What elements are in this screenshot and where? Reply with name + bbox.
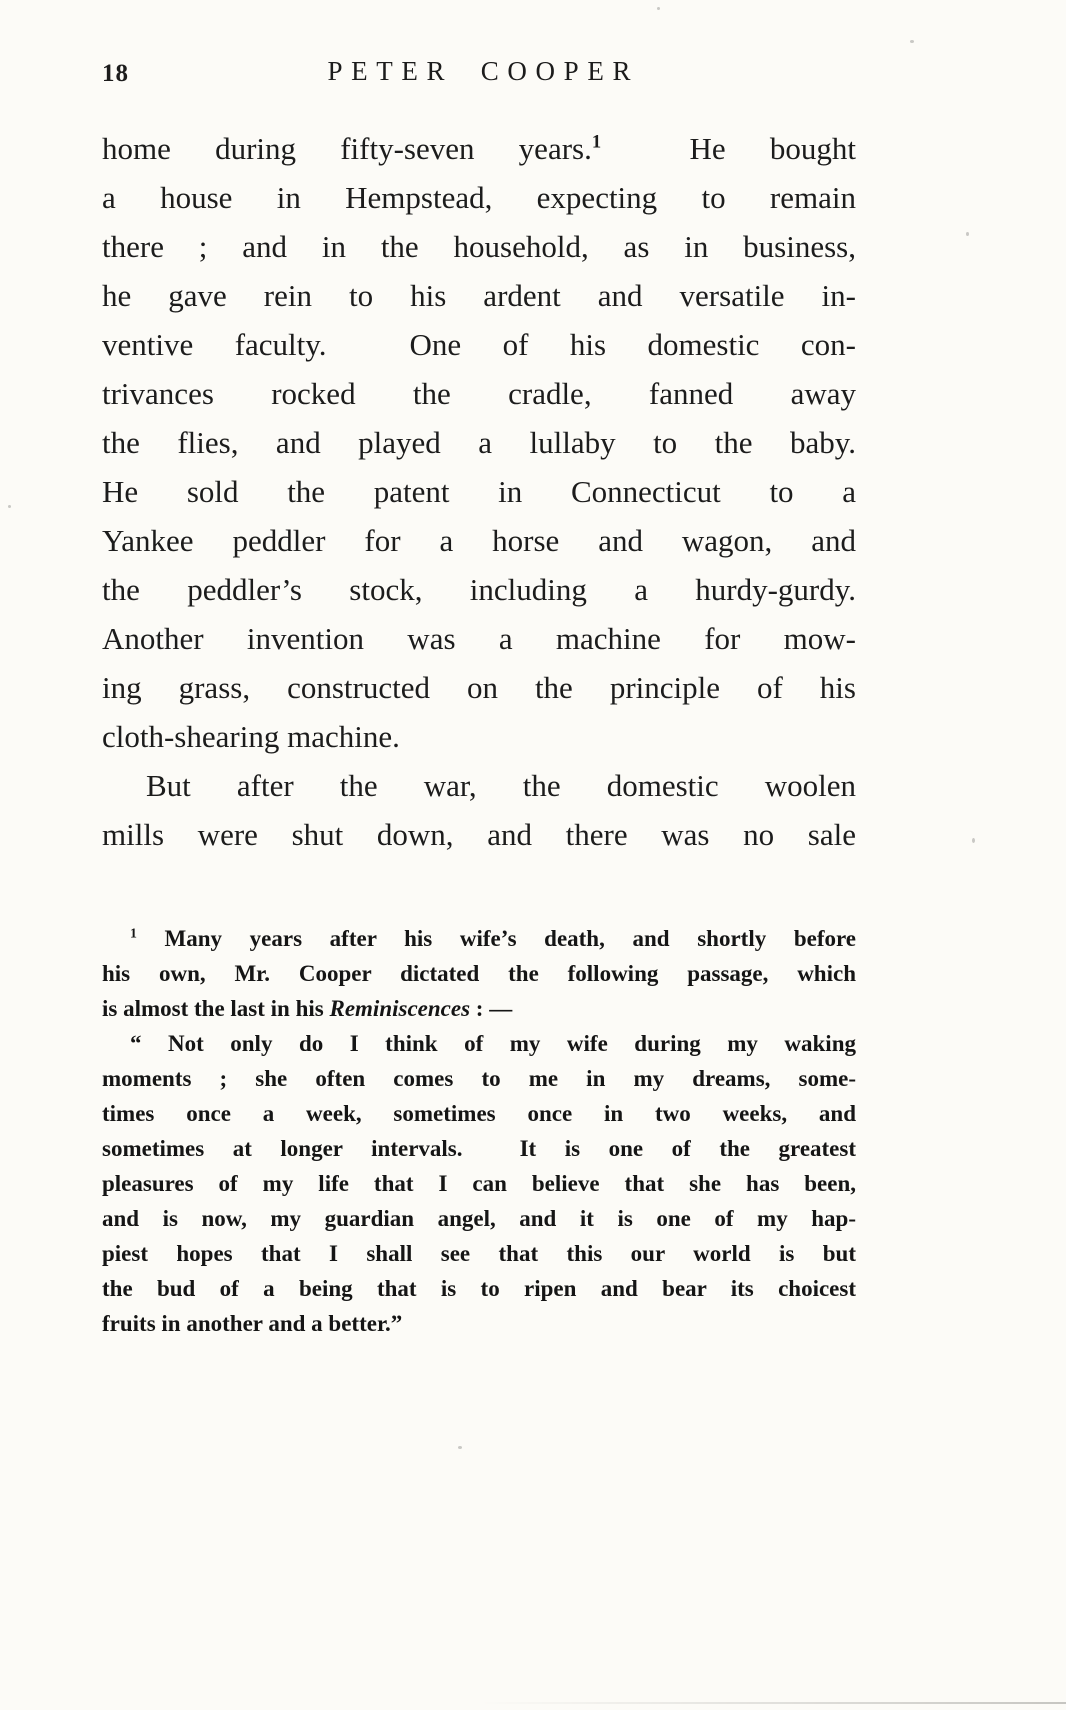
text-segment: But after the war, the domestic woolen: [146, 768, 856, 803]
text-line: [102, 1096, 856, 1131]
text-line: [102, 1026, 856, 1061]
text-line: [102, 921, 856, 956]
running-header-title: PETER COOPER: [327, 56, 640, 86]
text-segment: He bought: [601, 131, 856, 166]
text-line: [102, 1236, 856, 1271]
text-line: [102, 222, 856, 271]
footnote-marker: 1: [130, 925, 137, 941]
text-line: [102, 516, 856, 565]
text-line: [102, 418, 856, 467]
text-segment: “ Not only do I think of my wife during my waking: [130, 1031, 856, 1056]
text-segment: He sold the patent in Connecticut to a: [102, 474, 856, 509]
text-line: [102, 991, 856, 1026]
scan-speck: [8, 505, 11, 508]
text-segment: moments ; she often comes to me in my dreams, some-: [102, 1066, 856, 1091]
text-segment: mills were shut down, and there was no sale: [102, 817, 856, 852]
text-segment: Another invention was a machine for mow-: [102, 621, 856, 656]
text-line: [102, 761, 856, 810]
text-line: [102, 271, 856, 320]
main-text: [102, 124, 856, 859]
text-line: [102, 1201, 856, 1236]
italic-text: Reminiscences: [329, 996, 471, 1021]
scan-speck: [910, 40, 914, 43]
text-segment: he gave rein to his ardent and versatile in-: [102, 278, 856, 313]
paragraph: [102, 124, 856, 761]
text-line: [102, 1271, 856, 1306]
text-line: [102, 663, 856, 712]
text-segment: the flies, and played a lullaby to the baby.: [102, 425, 856, 460]
text-line: [102, 1061, 856, 1096]
scan-speck: [657, 7, 660, 10]
text-segment: and is now, my guardian angel, and it is one of my hap-: [102, 1206, 856, 1231]
text-line: [102, 369, 856, 418]
text-segment: times once a week, sometimes once in two weeks, and: [102, 1101, 856, 1126]
text-line: [102, 1166, 856, 1201]
text-line: [102, 124, 856, 173]
text-segment: Many years after his wife’s death, and shortly before: [136, 926, 856, 951]
text-line: [102, 956, 856, 991]
text-segment: : —: [470, 996, 513, 1021]
text-segment: ventive faculty. One of his domestic con-: [102, 327, 856, 362]
text-segment: home during fifty-seven years.: [102, 131, 592, 166]
text-segment: piest hopes that I shall see that this our world is but: [102, 1241, 856, 1266]
text-segment: is almost the last in his: [102, 996, 330, 1021]
text-line: [102, 1306, 856, 1341]
page-number: 18: [102, 60, 129, 87]
paragraph: [102, 761, 856, 859]
text-line: [102, 320, 856, 369]
text-segment: the peddler’s stock, including a hurdy-gurdy.: [102, 572, 856, 607]
text-segment: the bud of a being that is to ripen and bear its choicest: [102, 1276, 856, 1301]
text-segment: pleasures of my life that I can believe that she has been,: [102, 1171, 856, 1196]
text-segment: Yankee peddler for a horse and wagon, and: [102, 523, 856, 558]
text-segment: cloth-shearing machine.: [102, 719, 400, 754]
text-segment: fruits in another and a better.”: [102, 1311, 403, 1336]
text-line: [102, 1131, 856, 1166]
footnote: [102, 921, 856, 1341]
paragraph: [102, 921, 856, 1026]
text-line: [102, 712, 856, 761]
scan-speck: [966, 232, 969, 236]
paragraph: [102, 1026, 856, 1341]
page-edge-shadow: [480, 1702, 1066, 1704]
text-line: [102, 614, 856, 663]
text-segment: trivances rocked the cradle, fanned away: [102, 376, 856, 411]
text-segment: his own, Mr. Cooper dictated the following passage, which: [102, 961, 856, 986]
text-segment: there ; and in the household, as in business,: [102, 229, 856, 264]
text-segment: a house in Hempstead, expecting to remain: [102, 180, 856, 215]
scan-speck: [458, 1446, 462, 1449]
page-header: [102, 56, 856, 98]
text-segment: ing grass, constructed on the principle of his: [102, 670, 856, 705]
footnote-marker: 1: [591, 131, 602, 153]
scan-speck: [972, 838, 975, 843]
text-line: [102, 173, 856, 222]
text-line: [102, 467, 856, 516]
text-line: [102, 810, 856, 859]
text-line: [102, 565, 856, 614]
text-segment: sometimes at longer intervals. It is one of the greatest: [102, 1136, 856, 1161]
